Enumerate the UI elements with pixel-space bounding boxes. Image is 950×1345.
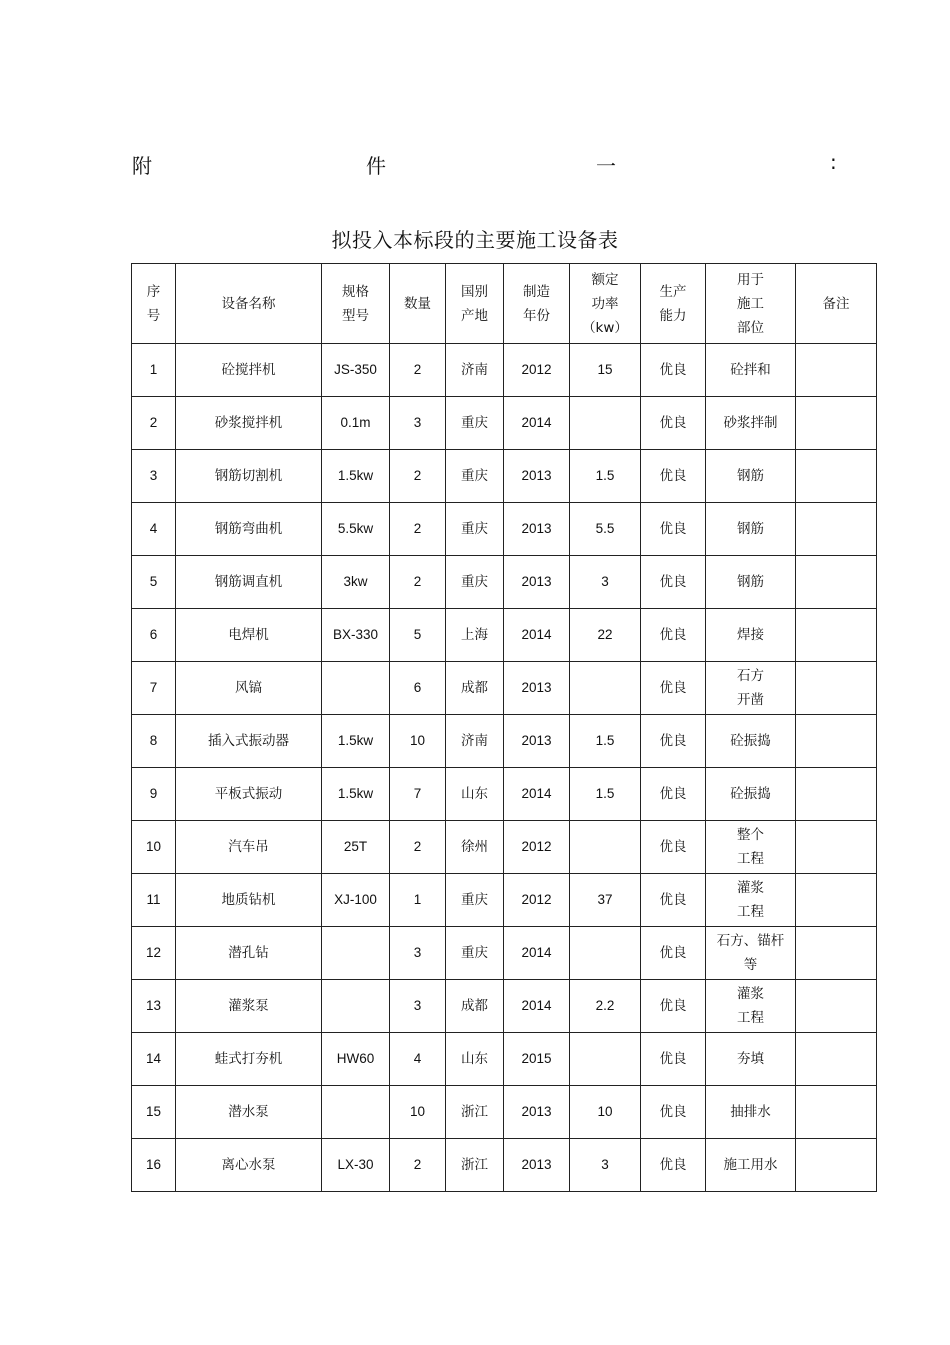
- cell-name: 钢筋弯曲机: [176, 503, 322, 556]
- usage-line: 钢筋: [737, 468, 764, 484]
- cell-name: 汽车吊: [176, 821, 322, 874]
- heading-char-2: 件: [366, 154, 386, 178]
- cell-remark: [796, 927, 877, 980]
- cell-power: [570, 821, 641, 874]
- cell-remark: [796, 609, 877, 662]
- table-row: [132, 1086, 877, 1139]
- cell-power: [570, 1033, 641, 1086]
- cell-capacity: 优良: [641, 1139, 706, 1192]
- cell-origin: 重庆: [446, 927, 504, 980]
- cell-origin: 重庆: [446, 874, 504, 927]
- header-line: 能力: [659, 307, 687, 324]
- header-line: 型号: [342, 307, 369, 324]
- cell-qty: 1: [390, 874, 446, 927]
- cell-usage: [706, 503, 796, 556]
- cell-capacity: 优良: [641, 715, 706, 768]
- cell-no: 5: [132, 556, 176, 609]
- header-line: 用于: [737, 271, 764, 288]
- usage-line: 工程: [737, 851, 764, 867]
- cell-remark: [796, 556, 877, 609]
- cell-qty: 2: [390, 344, 446, 397]
- cell-qty: 5: [390, 609, 446, 662]
- cell-remark: [796, 980, 877, 1033]
- cell-power: 1.5: [570, 768, 641, 821]
- cell-usage: [706, 768, 796, 821]
- cell-name: 钢筋调直机: [176, 556, 322, 609]
- usage-line: 石方: [737, 668, 764, 684]
- usage-line: 砼拌和: [730, 362, 771, 378]
- table-row: [132, 503, 877, 556]
- usage-line: 砼振捣: [730, 733, 771, 749]
- cell-origin: 山东: [446, 768, 504, 821]
- cell-year: 2012: [504, 874, 570, 927]
- table-row: [132, 980, 877, 1033]
- usage-line: 工程: [737, 1010, 764, 1026]
- cell-qty: 3: [390, 927, 446, 980]
- table-row: [132, 609, 877, 662]
- usage-line: 灌浆: [737, 986, 764, 1002]
- cell-name: 风镐: [176, 662, 322, 715]
- heading-char-4: :: [830, 150, 837, 174]
- attachment-heading: [132, 150, 844, 180]
- cell-no: 11: [132, 874, 176, 927]
- cell-model: [322, 927, 390, 980]
- cell-no: 9: [132, 768, 176, 821]
- cell-qty: 6: [390, 662, 446, 715]
- header-cell-origin: [446, 264, 504, 344]
- cell-name: 地质钻机: [176, 874, 322, 927]
- cell-capacity: 优良: [641, 1033, 706, 1086]
- cell-capacity: 优良: [641, 980, 706, 1033]
- cell-model: 1.5kw: [322, 715, 390, 768]
- usage-line: 钢筋: [737, 574, 764, 590]
- usage-line: 开凿: [737, 692, 764, 708]
- cell-model: LX-30: [322, 1139, 390, 1192]
- cell-no: 4: [132, 503, 176, 556]
- table-row: [132, 1139, 877, 1192]
- header-cell-usage: [706, 264, 796, 344]
- table-row: [132, 927, 877, 980]
- cell-capacity: 优良: [641, 503, 706, 556]
- header-line: 生产: [659, 283, 687, 300]
- usage-line: 石方、锚杆: [716, 933, 785, 949]
- cell-remark: [796, 768, 877, 821]
- cell-qty: 7: [390, 768, 446, 821]
- header-line: 备注: [822, 295, 850, 312]
- table-row: [132, 556, 877, 609]
- header-line: 制造: [523, 283, 550, 300]
- header-line: （kw）: [582, 319, 628, 336]
- cell-capacity: 优良: [641, 1086, 706, 1139]
- heading-char-3: 一: [596, 154, 616, 178]
- usage-line: 等: [743, 957, 758, 973]
- cell-usage: [706, 344, 796, 397]
- cell-power: 2.2: [570, 980, 641, 1033]
- cell-remark: [796, 344, 877, 397]
- cell-power: 22: [570, 609, 641, 662]
- table-row: [132, 768, 877, 821]
- header-line: 施工: [737, 295, 764, 312]
- cell-name: 电焊机: [176, 609, 322, 662]
- cell-year: 2013: [504, 662, 570, 715]
- cell-power: 37: [570, 874, 641, 927]
- cell-remark: [796, 715, 877, 768]
- cell-name: 插入式振动器: [176, 715, 322, 768]
- header-cell-power: [570, 264, 641, 344]
- cell-name: 潜水泵: [176, 1086, 322, 1139]
- cell-year: 2014: [504, 397, 570, 450]
- header-line: 规格: [342, 283, 369, 300]
- heading-char-1: 附: [132, 154, 152, 178]
- cell-origin: 重庆: [446, 556, 504, 609]
- cell-model: JS-350: [322, 344, 390, 397]
- cell-power: 1.5: [570, 450, 641, 503]
- cell-year: 2012: [504, 821, 570, 874]
- cell-remark: [796, 397, 877, 450]
- header-line: 序: [146, 283, 161, 300]
- cell-qty: 3: [390, 397, 446, 450]
- cell-origin: 成都: [446, 662, 504, 715]
- cell-qty: 2: [390, 1139, 446, 1192]
- cell-no: 7: [132, 662, 176, 715]
- header-cell-name: [176, 264, 322, 344]
- cell-remark: [796, 450, 877, 503]
- cell-remark: [796, 821, 877, 874]
- cell-model: 25T: [322, 821, 390, 874]
- header-cell-year: [504, 264, 570, 344]
- cell-capacity: 优良: [641, 874, 706, 927]
- header-line: 设备名称: [221, 295, 276, 312]
- table-row: [132, 821, 877, 874]
- cell-power: [570, 397, 641, 450]
- cell-qty: 3: [390, 980, 446, 1033]
- cell-usage: [706, 556, 796, 609]
- cell-power: [570, 927, 641, 980]
- table-row: [132, 874, 877, 927]
- cell-capacity: 优良: [641, 821, 706, 874]
- cell-no: 13: [132, 980, 176, 1033]
- cell-origin: 浙江: [446, 1086, 504, 1139]
- cell-power: 5.5: [570, 503, 641, 556]
- cell-usage: [706, 1086, 796, 1139]
- cell-usage: [706, 821, 796, 874]
- table-row: [132, 397, 877, 450]
- header-line: 额定: [591, 271, 619, 288]
- cell-name: 平板式振动: [176, 768, 322, 821]
- usage-line: 砂浆拌制: [723, 415, 778, 431]
- cell-model: 5.5kw: [322, 503, 390, 556]
- cell-power: 3: [570, 556, 641, 609]
- cell-year: 2014: [504, 609, 570, 662]
- cell-usage: [706, 450, 796, 503]
- usage-line: 施工用水: [723, 1157, 778, 1173]
- cell-remark: [796, 874, 877, 927]
- cell-qty: 2: [390, 503, 446, 556]
- cell-model: 1.5kw: [322, 450, 390, 503]
- cell-origin: 浙江: [446, 1139, 504, 1192]
- cell-origin: 重庆: [446, 397, 504, 450]
- header-cell-capacity: [641, 264, 706, 344]
- cell-model: 0.1m: [322, 397, 390, 450]
- cell-capacity: 优良: [641, 344, 706, 397]
- cell-year: 2013: [504, 450, 570, 503]
- cell-capacity: 优良: [641, 768, 706, 821]
- usage-line: 工程: [737, 904, 764, 920]
- cell-year: 2015: [504, 1033, 570, 1086]
- cell-power: [570, 662, 641, 715]
- cell-model: BX-330: [322, 609, 390, 662]
- header-cell-remark: [796, 264, 877, 344]
- cell-name: 砂浆搅拌机: [176, 397, 322, 450]
- cell-origin: 山东: [446, 1033, 504, 1086]
- header-cell-model: [322, 264, 390, 344]
- cell-power: 10: [570, 1086, 641, 1139]
- header-line: 数量: [404, 295, 431, 312]
- table-row: [132, 1033, 877, 1086]
- cell-usage: [706, 715, 796, 768]
- cell-usage: [706, 1033, 796, 1086]
- cell-model: HW60: [322, 1033, 390, 1086]
- cell-origin: 重庆: [446, 450, 504, 503]
- cell-power: 3: [570, 1139, 641, 1192]
- cell-capacity: 优良: [641, 609, 706, 662]
- cell-year: 2014: [504, 980, 570, 1033]
- cell-usage: [706, 397, 796, 450]
- cell-qty: 2: [390, 556, 446, 609]
- header-line: 功率: [591, 295, 619, 312]
- cell-qty: 4: [390, 1033, 446, 1086]
- cell-origin: 济南: [446, 715, 504, 768]
- usage-line: 整个: [737, 827, 764, 843]
- cell-remark: [796, 1033, 877, 1086]
- cell-model: 3kw: [322, 556, 390, 609]
- header-line: 部位: [737, 319, 764, 336]
- cell-usage: [706, 874, 796, 927]
- cell-year: 2013: [504, 503, 570, 556]
- cell-no: 14: [132, 1033, 176, 1086]
- cell-usage: [706, 927, 796, 980]
- cell-origin: 徐州: [446, 821, 504, 874]
- cell-model: XJ-100: [322, 874, 390, 927]
- cell-capacity: 优良: [641, 397, 706, 450]
- header-line: 年份: [523, 307, 550, 324]
- cell-remark: [796, 662, 877, 715]
- usage-line: 抽排水: [730, 1104, 771, 1120]
- cell-usage: [706, 662, 796, 715]
- cell-capacity: 优良: [641, 662, 706, 715]
- cell-origin: 重庆: [446, 503, 504, 556]
- cell-no: 16: [132, 1139, 176, 1192]
- document-title: 拟投入本标段的主要施工设备表: [331, 228, 619, 252]
- cell-year: 2013: [504, 1086, 570, 1139]
- cell-model: [322, 980, 390, 1033]
- cell-no: 2: [132, 397, 176, 450]
- cell-no: 3: [132, 450, 176, 503]
- cell-year: 2013: [504, 715, 570, 768]
- header-line: 国别: [461, 283, 488, 300]
- cell-usage: [706, 609, 796, 662]
- cell-remark: [796, 1086, 877, 1139]
- cell-origin: 济南: [446, 344, 504, 397]
- cell-no: 12: [132, 927, 176, 980]
- usage-line: 钢筋: [737, 521, 764, 537]
- cell-power: 1.5: [570, 715, 641, 768]
- header-cell-qty: [390, 264, 446, 344]
- cell-model: [322, 662, 390, 715]
- cell-capacity: 优良: [641, 556, 706, 609]
- cell-origin: 上海: [446, 609, 504, 662]
- usage-line: 焊接: [737, 627, 764, 643]
- cell-model: 1.5kw: [322, 768, 390, 821]
- cell-no: 15: [132, 1086, 176, 1139]
- cell-year: 2013: [504, 556, 570, 609]
- header-line: 产地: [461, 307, 488, 324]
- cell-remark: [796, 503, 877, 556]
- cell-capacity: 优良: [641, 927, 706, 980]
- equipment-table: [131, 263, 877, 1192]
- cell-name: 潜孔钻: [176, 927, 322, 980]
- cell-year: 2014: [504, 927, 570, 980]
- cell-name: 钢筋切割机: [176, 450, 322, 503]
- cell-name: 蛙式打夯机: [176, 1033, 322, 1086]
- usage-line: 砼振捣: [730, 786, 771, 802]
- cell-remark: [796, 1139, 877, 1192]
- table-header-row: [132, 264, 877, 344]
- table-row: [132, 662, 877, 715]
- usage-line: 灌浆: [737, 880, 764, 896]
- cell-qty: 2: [390, 450, 446, 503]
- table-row: [132, 450, 877, 503]
- cell-name: 灌浆泵: [176, 980, 322, 1033]
- cell-name: 离心水泵: [176, 1139, 322, 1192]
- cell-qty: 2: [390, 821, 446, 874]
- cell-origin: 成都: [446, 980, 504, 1033]
- table-body: [132, 344, 877, 1192]
- cell-usage: [706, 1139, 796, 1192]
- cell-usage: [706, 980, 796, 1033]
- cell-no: 1: [132, 344, 176, 397]
- cell-capacity: 优良: [641, 450, 706, 503]
- cell-year: 2013: [504, 1139, 570, 1192]
- table-row: [132, 344, 877, 397]
- cell-no: 10: [132, 821, 176, 874]
- cell-qty: 10: [390, 715, 446, 768]
- cell-power: 15: [570, 344, 641, 397]
- cell-model: [322, 1086, 390, 1139]
- cell-name: 砼搅拌机: [176, 344, 322, 397]
- header-line: 号: [146, 307, 161, 324]
- header-cell-no: [132, 264, 176, 344]
- cell-year: 2012: [504, 344, 570, 397]
- cell-qty: 10: [390, 1086, 446, 1139]
- cell-year: 2014: [504, 768, 570, 821]
- cell-no: 8: [132, 715, 176, 768]
- cell-no: 6: [132, 609, 176, 662]
- table-row: [132, 715, 877, 768]
- usage-line: 夯填: [737, 1051, 764, 1067]
